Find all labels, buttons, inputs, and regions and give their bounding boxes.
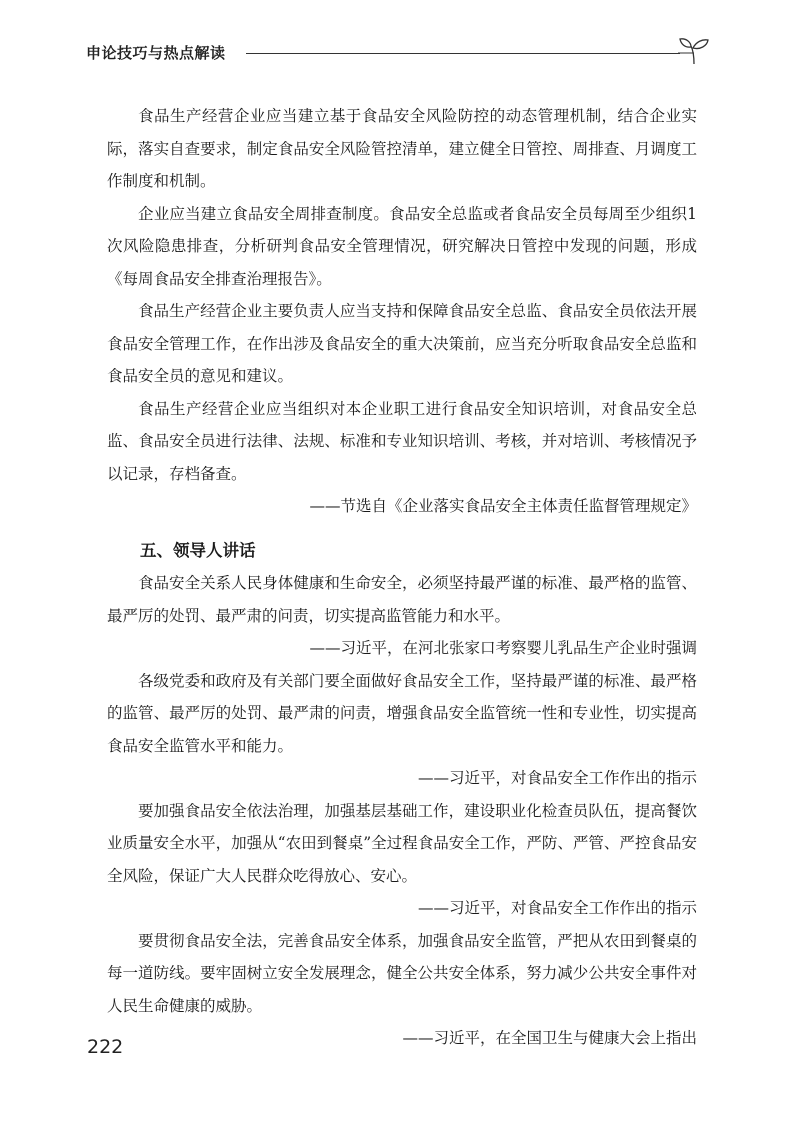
section-heading: 五、领导人讲话 xyxy=(140,540,256,560)
page-body xyxy=(107,100,697,1055)
sprout-icon xyxy=(678,36,710,66)
quote-source: ——习近平，在河北张家口考察婴儿乳品生产企业时强调 xyxy=(309,639,697,657)
quote-paragraph: 食品安全关系人民身体健康和生命安全，必须坚持最严谨的标准、最严格的监管、最严厉的处罚、最严肃的问责，切实提高监管能力和水平。 xyxy=(107,574,697,625)
quote-paragraph: 各级党委和政府及有关部门要全面做好食品安全工作，坚持最严谨的标准、最严格的监管、最严厉的处罚、最严肃的问责，增强食品安全监管统一性和专业性，切实提高食品安全监管水平和能力。 xyxy=(107,671,697,755)
body-paragraph: 食品生产经营企业应当组织对本企业职工进行食品安全知识培训，对食品安全总监、食品安全员进行法律、法规、标准和专业知识培训、考核，并对培训、考核情况予以记录，存档备查。 xyxy=(107,399,697,483)
header-rule xyxy=(246,53,680,54)
quote-paragraph: 要贯彻食品安全法，完善食品安全体系，加强食品安全监管，严把从农田到餐桌的每一道防线。要牢固树立安全发展理念，健全公共安全体系，努力减少公共安全事件对人民生命健康的威胁。 xyxy=(107,931,697,1015)
quote-source: ——习近平，对食品安全工作作出的指示 xyxy=(417,769,697,787)
quote-source: ——习近平，对食品安全工作作出的指示 xyxy=(417,899,697,917)
quote-source: ——习近平，在全国卫生与健康大会上指出 xyxy=(402,1029,697,1047)
body-paragraph: 食品生产经营企业应当建立基于食品安全风险防控的动态管理机制，结合企业实际，落实自查要求，制定食品安全风险管控清单，建立健全日管控、周排查、月调度工作制度和机制。 xyxy=(107,107,697,190)
source-attribution: ——节选自《企业落实食品安全主体责任监督管理规定》 xyxy=(309,497,697,515)
body-paragraph: 食品生产经营企业主要负责人应当支持和保障食品安全总监、食品安全员依法开展食品安全管理工作，在作出涉及食品安全的重大决策前，应当充分听取食品安全总监和食品安全员的意见和建议。 xyxy=(107,302,697,385)
page-number: 222 xyxy=(87,1036,124,1058)
running-header xyxy=(86,36,710,66)
header-title: 申论技巧与热点解读 xyxy=(86,44,226,62)
quote-paragraph: 要加强食品安全依法治理，加强基层基础工作，建设职业化检查员队伍，提高餐饮业质量安全水平，加强从“农田到餐桌”全过程食品安全工作，严防、严管、严控食品安全风险，保证广大人民群众吃得放心、安心。 xyxy=(107,801,697,885)
body-paragraph: 企业应当建立食品安全周排查制度。食品安全总监或者食品安全员每周至少组织1次风险隐患排查，分析研判食品安全管理情况，研究解决日管控中发现的问题，形成《每周食品安全排查治理报告》。 xyxy=(107,204,697,288)
